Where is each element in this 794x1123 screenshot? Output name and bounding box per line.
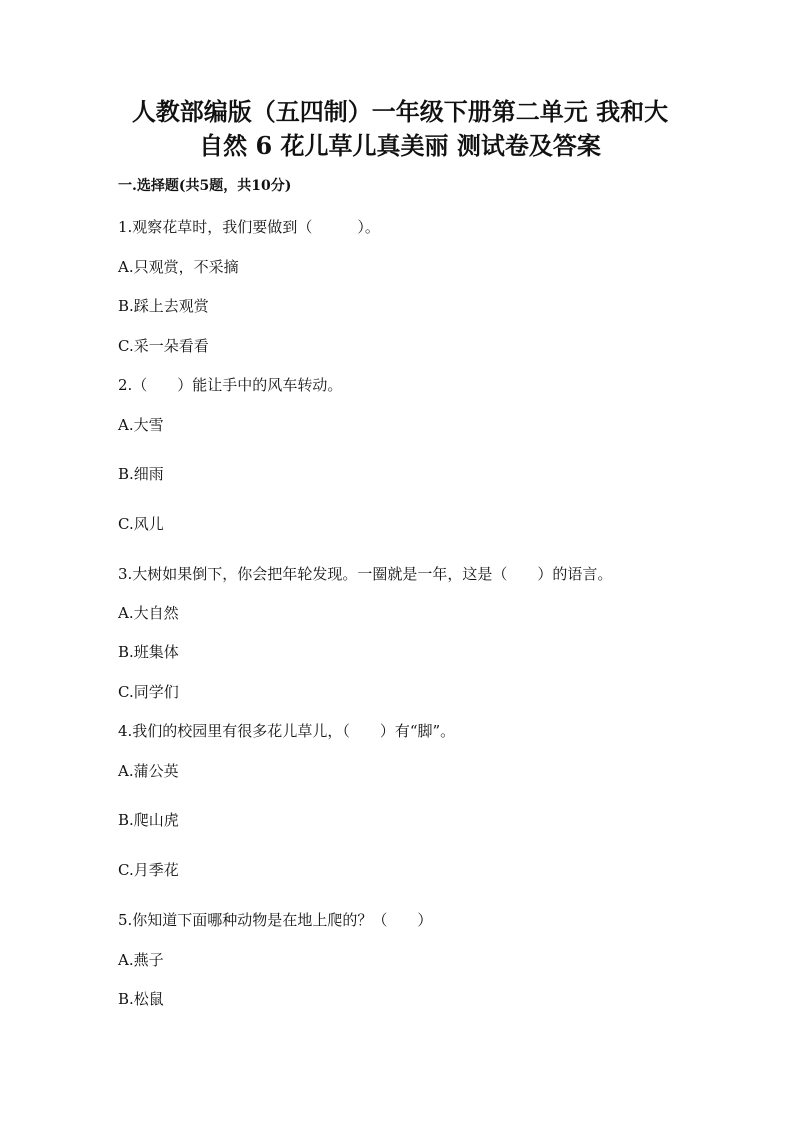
question-3-option-a: A.大自然 (118, 604, 179, 622)
question-2-option-c: C.风儿 (118, 515, 164, 533)
question-4-option-c: C.月季花 (118, 861, 179, 879)
question-1-option-a: A.只观赏，不采摘 (118, 258, 239, 276)
question-4-option-a: A.蒲公英 (118, 762, 179, 780)
question-3-option-c: C.同学们 (118, 683, 179, 701)
question-1-option-c: C.采一朵看看 (118, 337, 209, 355)
question-2-option-a: A.大雪 (118, 416, 164, 434)
question-2-option-b: B.细雨 (118, 465, 164, 483)
question-1-option-b: B.踩上去观赏 (118, 297, 209, 315)
question-stem-4: 4.我们的校园里有很多花儿草儿，（ ）有“脚”。 (118, 722, 456, 740)
question-3-option-b: B.班集体 (118, 643, 179, 661)
question-5-option-a: A.燕子 (118, 951, 164, 969)
question-stem-1: 1.观察花草时，我们要做到（ ）。 (118, 218, 380, 236)
question-stem-3: 3.大树如果倒下，你会把年轮发现。一圈就是一年，这是（ ）的语言。 (118, 565, 613, 583)
question-stem-5: 5.你知道下面哪种动物是在地上爬的？（ ） (118, 911, 433, 929)
document-title-line-1: 人教部编版（五四制）一年级下册第二单元 我和大 (131, 97, 669, 126)
document-title-line-2: 自然 6 花儿草儿真美丽 测试卷及答案 (199, 131, 601, 160)
question-5-option-b: B.松鼠 (118, 990, 164, 1008)
question-4-option-b: B.爬山虎 (118, 811, 179, 829)
question-stem-2: 2.（ ）能让手中的风车转动。 (118, 376, 343, 394)
section-heading: 一.选择题(共5题，共10分) (118, 178, 292, 194)
